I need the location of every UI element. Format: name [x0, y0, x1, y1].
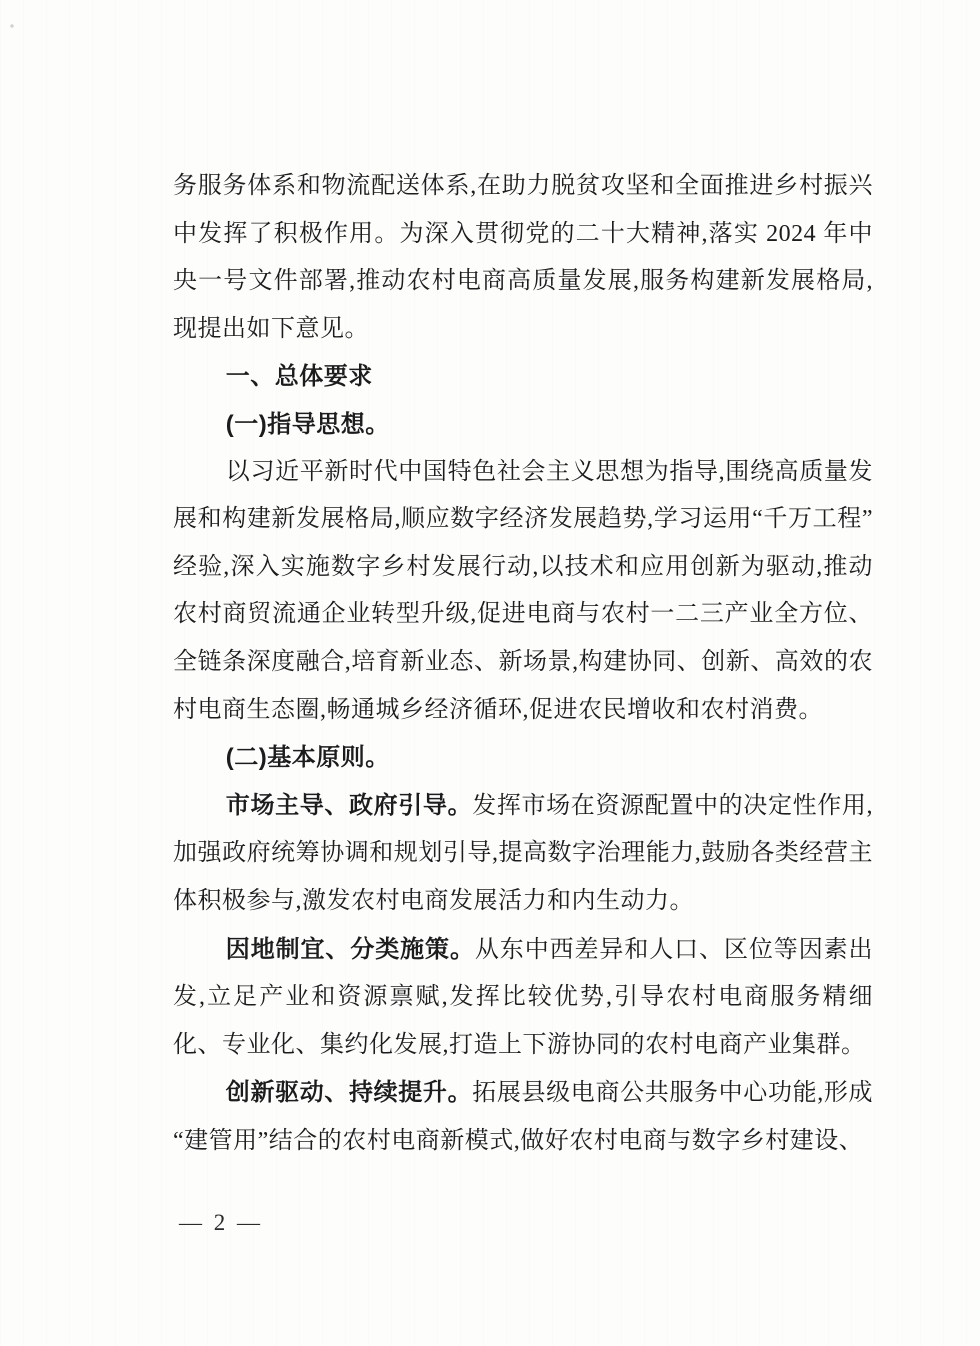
subsection-heading-guiding-ideology: (一)指导思想。	[225, 410, 390, 438]
principle-lead: 因地制宜、分类施策。	[225, 935, 475, 963]
principle-lead: 创新驱动、持续提升。	[225, 1079, 473, 1107]
paragraph-guiding-ideology: 以习近平新时代中国特色社会主义思想为指导,围绕高质量发展和构建新发展格局,顺应数字经济发展趋势,学习运用“千万工程”经验,深入实施数字乡村发展行动,以技术和应用创新为驱动,推动农村商贸流通企业转型升级,促进电商与农村一二三产业全方位、全链条深度融合,培育新业态、新场景,构建协同、创新、高效的农村电商生态圈,畅通城乡经济循环,促进农民增收和农村消费。	[173, 458, 873, 723]
paragraph-continuation: 务服务体系和物流配送体系,在助力脱贫攻坚和全面推进乡村振兴中发挥了积极作用。为深入贯彻党的二十大精神,落实 2024 年中央一号文件部署,推动农村电商高质量发展,服务构建新发展格局,现提出如下意见。	[173, 173, 873, 342]
principle-innovation-driven	[173, 1069, 873, 1165]
principle-text: 从东中西差异和人口、区位等因素出发,立足产业和资源禀赋,发挥比较优势,引导农村电商服务精细化、专业化、集约化发展,打造上下游协同的农村电商产业集群。	[173, 936, 874, 1058]
document-body	[173, 163, 873, 1165]
principle-lead: 市场主导、政府引导。	[225, 791, 473, 819]
principle-market-led	[173, 782, 873, 926]
page-number: — 2 —	[179, 1210, 263, 1235]
principle-text: 拓展县级电商公共服务中心功能,形成“建管用”结合的农村电商新模式,做好农村电商与数字乡村建设、	[173, 1080, 874, 1154]
principle-local-conditions	[173, 926, 873, 1070]
section-heading-overall-requirements: 一、总体要求	[225, 363, 373, 391]
principle-text: 发挥市场在资源配置中的决定性作用,加强政府统筹协调和规划引导,提高数字治理能力,鼓励各类经营主体积极参与,激发农村电商发展活力和内生动力。	[173, 792, 874, 914]
subsection-heading-basic-principles: (二)基本原则。	[225, 744, 390, 772]
